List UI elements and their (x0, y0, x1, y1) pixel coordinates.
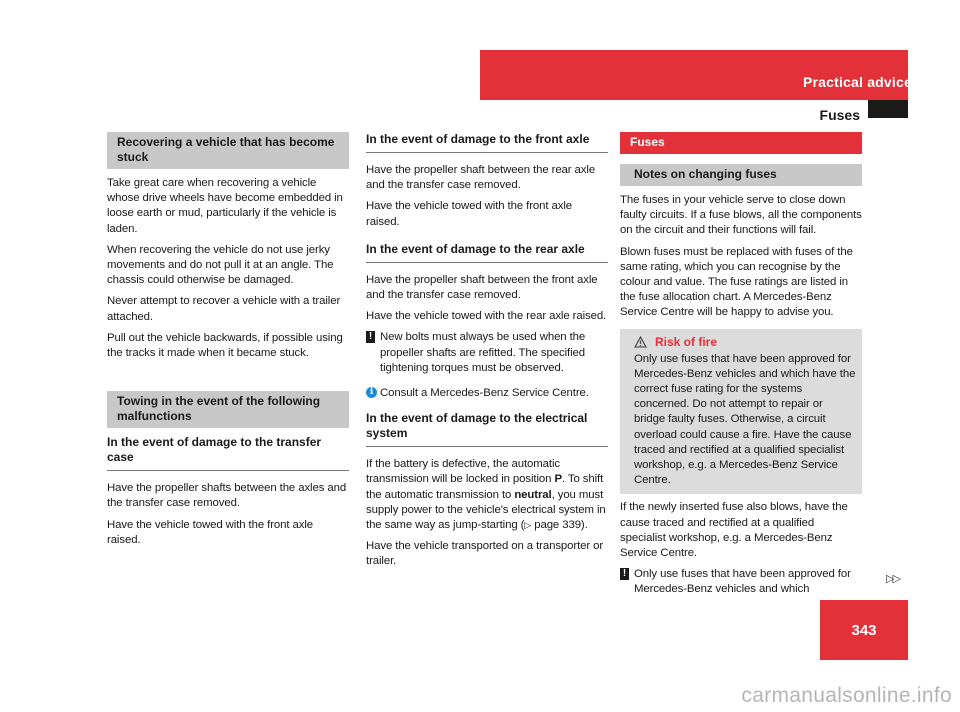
paragraph: Blown fuses must be replaced with fuses of the same rating, which you can recognise by the colour and value. The fuse ratings are listed in the fuse allocation chart. A Mercedes-Benz Service Centre will be happy to advise you. (620, 245, 853, 319)
note-text: New bolts must always be used when the propeller shafts are refitted. The specified tightening torques must be observed. (380, 331, 586, 374)
column-1 (107, 132, 349, 554)
heading-fuses: Fuses (620, 132, 862, 154)
info-text: Consult a Mercedes-Benz Service Centre. (380, 387, 589, 400)
page-number: 343 (820, 600, 908, 660)
warning-text: Only use fuses that have been approved for Mercedes-Benz vehicles and which have the correct fuse rating for the systems concerned. Do not attempt to repair or bridge faulty fuses. Otherwise, a circuit overload could cause a fire. Have the cause traced and rectified at a qualified specialist workshop, e.g. a Mercedes-Benz Service Centre. (634, 352, 856, 487)
paragraph: Have the propeller shaft between the front axle and the transfer case removed. (366, 273, 598, 302)
paragraph: Pull out the vehicle backwards, if possible using the tracks it made when it became stuck. (107, 331, 343, 360)
exclamation-icon: ! (620, 568, 629, 580)
column-2 (366, 132, 608, 576)
watermark: carmanualsonline.info (741, 684, 952, 707)
info-note (366, 386, 608, 401)
paragraph: Have the vehicle towed with the front axle raised. (107, 518, 314, 546)
note-text: Only use fuses that have been approved for Mercedes-Benz vehicles and which (634, 568, 851, 596)
continued-arrow-icon: ▷▷ (886, 573, 899, 585)
note-approved-fuses (620, 567, 862, 597)
section-title: Practical advice (802, 74, 912, 90)
heading-recovering-vehicle: Recovering a vehicle that has become stuck (107, 132, 349, 169)
note-bolts (366, 330, 608, 376)
warning-triangle-icon (634, 336, 647, 348)
heading-transfer-case: In the event of damage to the transfer case (107, 435, 349, 471)
paragraph: Take great care when recovering a vehicle whose drive wheels have become embedded in loose earth or mud, particularly if the vehicle is laden. (107, 177, 343, 235)
column-3 (620, 132, 862, 604)
paragraph: Have the vehicle towed with the rear axle raised. (366, 310, 607, 323)
heading-notes-changing-fuses: Notes on changing fuses (620, 164, 862, 186)
info-icon: i (366, 387, 377, 398)
heading-rear-axle: In the event of damage to the rear axle (366, 242, 608, 263)
warning-title: Risk of fire (634, 334, 856, 350)
paragraph: Never attempt to recover a vehicle with a trailer attached. (107, 295, 341, 323)
paragraph: When recovering the vehicle do not use jerky movements and do not pull it at an angle. The chassis could otherwise be damaged. (107, 243, 334, 287)
paragraph: Have the vehicle towed with the front axle raised. (366, 200, 573, 228)
paragraph: Have the propeller shafts between the axles and the transfer case removed. (107, 482, 347, 510)
paragraph: Have the vehicle transported on a transporter or trailer. (366, 540, 604, 568)
paragraph: The fuses in your vehicle serve to close down faulty circuits. If a fuse blows, all the components on the circuit and their functions will fail. (620, 194, 862, 237)
heading-towing-malfunctions: Towing in the event of the following malfunctions (107, 391, 349, 428)
heading-front-axle: In the event of damage to the front axle (366, 132, 608, 153)
paragraph: If the newly inserted fuse also blows, have the cause traced and rectified at a qualified specialist workshop, e.g. a Mercedes-Benz Service Centre. (620, 501, 848, 560)
heading-electrical-system: In the event of damage to the electrical system (366, 411, 608, 447)
paragraph: Have the propeller shaft between the rear axle and the transfer case removed. (366, 164, 596, 192)
warning-box (620, 329, 862, 495)
subsection-title: Fuses (819, 107, 860, 123)
header-marker (868, 100, 908, 118)
page-ref-arrow-icon: ▷ (524, 520, 532, 531)
exclamation-icon: ! (366, 331, 375, 343)
paragraph-battery: If the battery is defective, the automatic transmission will be locked in position P. To shift the automatic transmission to neutral, you must supply power to the vehicle's electrical system in the same way as jump-starting (▷ page 339). (366, 458, 606, 532)
